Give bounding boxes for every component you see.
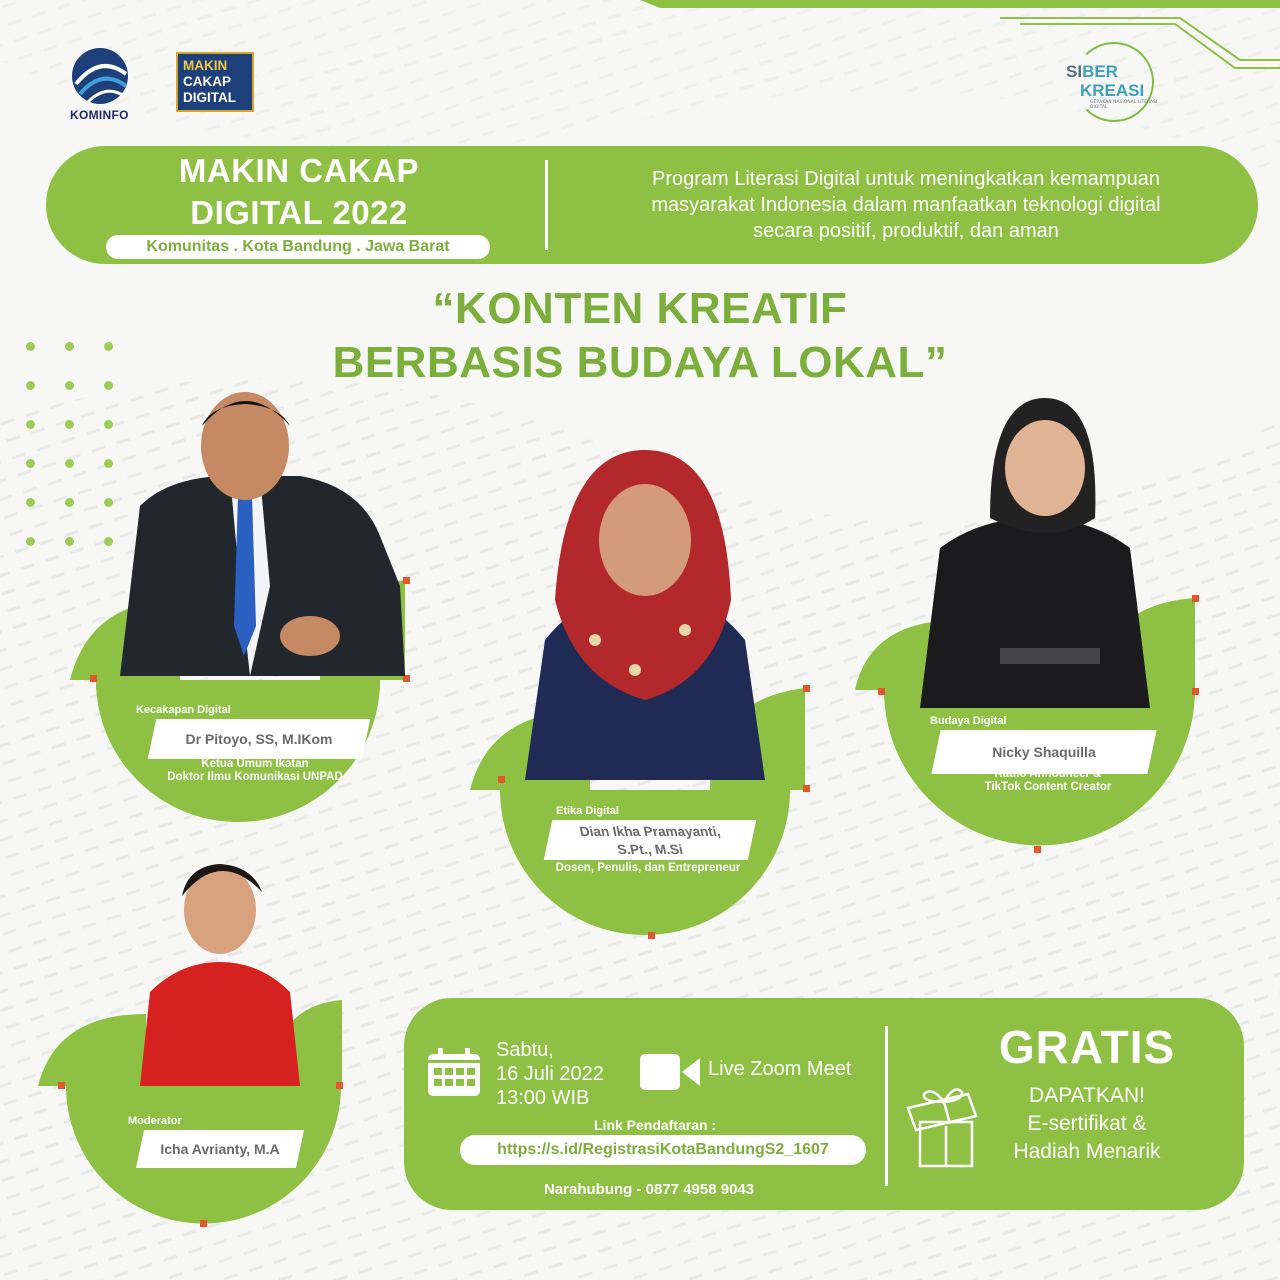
siberkreasi-wordmark: SIBER KREASI <box>1066 62 1145 100</box>
makin-cakap-digital-logo <box>176 52 254 112</box>
speaker-1-portrait <box>110 386 410 676</box>
mcd-logo-line3: DIGITAL <box>183 90 236 105</box>
registration-label: Link Pendaftaran : <box>594 1117 717 1133</box>
contact-info: Narahubung - 0877 4958 9043 <box>544 1181 755 1198</box>
registration-link[interactable]: https://s.id/RegistrasiKotaBandungS2_1607 <box>460 1135 866 1165</box>
mcd-logo-line2: CAKAP <box>183 74 232 89</box>
speaker-3-role: Radio Announcer & TikTok Content Creator <box>984 768 1112 793</box>
speaker-1-role: Ketua Umum Ikatan Doktor Ilmu Komunikasi UNPAD <box>167 758 343 783</box>
speaker-1-namebox <box>148 719 371 759</box>
video-camera-icon <box>640 1052 700 1092</box>
free-headline: GRATIS <box>998 1021 1176 1073</box>
speaker-2-portrait <box>525 440 765 780</box>
calendar-icon <box>426 1046 482 1098</box>
event-theme: “KONTEN KREATIF BERBASIS BUDAYA LOKAL” <box>332 284 948 387</box>
moderator-namebox <box>136 1130 304 1168</box>
location-pill: Komunitas . Kota Bandung . Jawa Barat <box>106 235 490 259</box>
mcd-logo-line1: MAKIN <box>183 58 228 73</box>
program-description: Program Literasi Digital untuk meningkatkan kemampuan masyarakat Indonesia dalam manfaatkan teknologi digital secara positif, produktif, dan aman <box>651 168 1161 242</box>
speaker-2-role: Dosen, Penulis, dan Entrepreneur <box>555 862 741 874</box>
top-decoration <box>640 0 1280 100</box>
speaker-3-portrait <box>900 388 1170 708</box>
speaker-1-name: Dr Pitoyo, SS, M.IKom <box>185 731 333 747</box>
siberkreasi-tagline: GERAKAN NASIONAL LITERASI DIGITAL <box>1090 100 1158 110</box>
speaker-3-category: Budaya Digital <box>920 714 1016 729</box>
program-title: MAKIN CAKAP DIGITAL 2022 <box>178 152 420 231</box>
event-platform: Live Zoom Meet <box>708 1058 852 1080</box>
moderator-portrait <box>140 852 300 1086</box>
gift-icon <box>902 1082 992 1172</box>
speaker-1-category: Kecakapan Digital <box>126 703 240 718</box>
header-divider <box>545 160 548 250</box>
siberkreasi-logo <box>1060 42 1170 122</box>
moderator-category: Moderator <box>118 1114 191 1129</box>
info-divider <box>885 1026 888 1186</box>
speaker-3-name: Nicky Shaquilla <box>992 744 1096 760</box>
moderator-name: Icha Avrianty, M.A <box>160 1141 280 1157</box>
offer-text: DAPATKAN! E-sertifikat & Hadiah Menarik <box>1013 1084 1161 1163</box>
speaker-2-name: Dian Ikha Pramayanti, S.Pt., M.Si <box>578 824 722 857</box>
event-datetime: Sabtu, 16 Juli 2022 13:00 WIB <box>496 1039 604 1109</box>
speaker-2-namebox <box>544 820 757 860</box>
speaker-2-category: Etika Digital <box>546 804 628 819</box>
kominfo-label: KOMINFO <box>70 108 129 122</box>
